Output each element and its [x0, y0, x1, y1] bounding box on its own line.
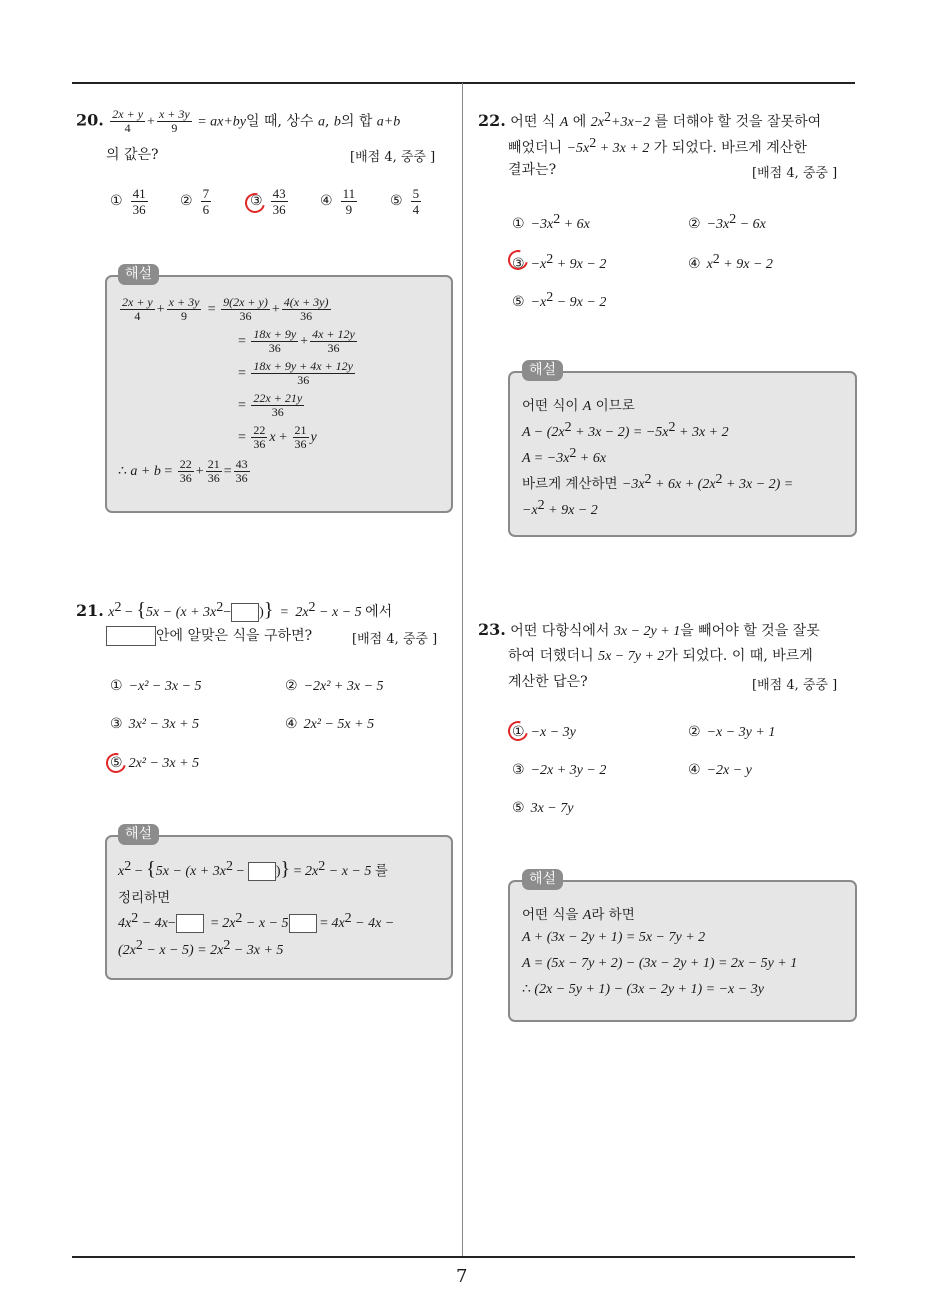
- q22-solution-tag: 해설: [522, 360, 563, 381]
- q21-sol-word: 를: [374, 863, 388, 879]
- q20-choice-4[interactable]: ④ $\frac{11}{9}$: [320, 186, 356, 217]
- q20-number: 20.: [76, 110, 104, 130]
- q22-sol-line5: $-x^2 + 9x - 2$: [522, 498, 598, 518]
- q21-number: 21.: [76, 601, 104, 620]
- q20-solution-tag: 해설: [118, 264, 159, 285]
- q22-line3: 결과는?: [508, 162, 557, 178]
- q23-choice-1[interactable]: ① −x − 3y: [512, 724, 576, 740]
- q20-choice-3[interactable]: ③ $\frac{43}{36}$: [250, 186, 286, 217]
- q20-sol-line1: $\frac{2x + y}{4}$ + $\frac{x + 3y}{9}$ = $\frac{9(2x + y)}{36}$ + $\frac{4(x + 3y)}{36}$: [122, 295, 329, 323]
- q20-frac2: $\frac{x + 3y}{9}$: [158, 107, 190, 135]
- q22-number: 22.: [478, 111, 506, 130]
- q21-line1: 21. $x^2 - \{5x - (x + 3x^2-$ )} = $2x^2 - x - 5$ 에서: [76, 599, 393, 621]
- bottom-rule: [72, 1256, 855, 1258]
- q22-choice-4[interactable]: ④ $x^2 + 9x - 2$: [688, 252, 773, 272]
- q23-choice-3[interactable]: ③ −2x + 3y − 2: [512, 762, 607, 778]
- q20-frac1: $\frac{2x + y}{4}$: [112, 107, 144, 135]
- q20-choice-5[interactable]: ⑤ $\frac{5}{4}$: [390, 186, 420, 217]
- q21-answer-mark: [102, 749, 129, 776]
- q23-line2: 하여 더했더니 5x − 7y + 2가 되었다. 이 때, 바르게: [508, 648, 813, 664]
- q20-text1b: 의 합: [340, 113, 373, 130]
- q20-line2: 의 값은?: [106, 147, 159, 163]
- q21-choice-2[interactable]: ② −2x² + 3x − 5: [285, 678, 384, 694]
- q23-sol-line3: A = (5x − 7y + 2) − (3x − 2y + 1) = 2x − 5y + 1: [522, 956, 798, 971]
- q20-text1: 일 때, 상수: [246, 113, 314, 130]
- q20-sol-line5: = $\frac{22}{36}$ x + $\frac{21}{36}$ y: [238, 423, 317, 451]
- top-rule: [72, 82, 855, 84]
- q21-score: [배점 4, 중중 ]: [352, 632, 438, 647]
- q21-sol-line4: $(2x^2 - x - 5) = 2x^2 - 3x + 5$: [118, 938, 284, 958]
- column-divider: [462, 83, 463, 1258]
- q20-sol-line6: ∴ a + b = $\frac{22}{36}$ + $\frac{21}{36}$ = $\frac{43}{36}$: [118, 457, 248, 485]
- q23-sol-line1: 어떤 식을 A라 하면: [522, 907, 635, 923]
- q21-choice-3[interactable]: ③ 3x² − 3x + 5: [110, 716, 200, 732]
- q21-choice-1[interactable]: ① −x² − 3x − 5: [110, 678, 202, 694]
- q21-line2: [106, 626, 312, 646]
- q23-choice-2[interactable]: ② −x − 3y + 1: [688, 724, 776, 740]
- q22-score: [배점 4, 중중 ]: [752, 166, 838, 181]
- q21-sol-line1: $x^2 - \{5x - (x + 3x^2$ − )} = $2x^2 - x - 5$ 를: [118, 858, 388, 880]
- q23-number: 23.: [478, 620, 506, 639]
- q22-choice-5[interactable]: ⑤ $-x^2 - 9x - 2$: [512, 290, 607, 310]
- q23-solution-box: [508, 880, 857, 1022]
- q21-sol-line2: 정리하면: [118, 890, 171, 906]
- q23-choice-4[interactable]: ④ −2x − y: [688, 762, 752, 778]
- q21-blank: [106, 626, 156, 646]
- q20-line1: 20. $\frac{2x + y}{4}$ + $\frac{x + 3y}{9}$ = ax+by일 때, 상수 a, b의 합 a+b: [76, 107, 401, 135]
- q21-sol-line3: $4x^2 - 4x- = 2x^2 - x - 5 = 4x^2 - 4x$ −: [118, 911, 395, 931]
- page-number: 7: [456, 1266, 468, 1287]
- q20-sol-line3: = $\frac{18x + 9y + 4x + 12y}{36}$: [238, 359, 354, 387]
- q23-line1: 23. 어떤 다항식에서 3x − 2y + 1을 빼어야 할 것을 잘못: [478, 620, 820, 639]
- q23-sol-line2: A + (3x − 2y + 1) = 5x − 7y + 2: [522, 930, 706, 945]
- q21-text1: 에서: [365, 604, 393, 620]
- q23-solution-tag: 해설: [522, 869, 563, 890]
- q21-solution-tag: 해설: [118, 824, 159, 845]
- q22-choice-3[interactable]: ③ $-x^2 + 9x - 2$: [512, 252, 607, 272]
- q20-score: [배점 4, 중중 ]: [350, 150, 436, 165]
- q22-sol-line4: 바르게 계산하면 $-3x^2 + 6x + (2x^2 + 3x - 2)$ =: [522, 472, 794, 492]
- q22-choice-1[interactable]: ① $-3x^2 + 6x$: [512, 212, 590, 232]
- q23-choice-5[interactable]: ⑤ 3x − 7y: [512, 800, 574, 816]
- q22-line1: 22. 어떤 식 A 에 $2x^2+3x-2$ 를 더해야 할 것을 잘못하여: [478, 110, 822, 130]
- q21-choice-4[interactable]: ④ 2x² − 5x + 5: [285, 716, 375, 732]
- q21-text2: 안에 알맞은 식을 구하면?: [156, 628, 313, 644]
- q22-line2: 빼었더니 $-5x^2 + 3x + 2$ 가 되었다. 바르게 계산한: [508, 136, 807, 156]
- q20-choice-1[interactable]: ① $\frac{41}{36}$: [110, 186, 146, 217]
- q23-sol-line4: ∴ (2x − 5y + 1) − (3x − 2y + 1) = −x − 3y: [522, 982, 764, 997]
- q20-sol-line2: = $\frac{18x + 9y}{36}$ + $\frac{4x + 12y}{36}$: [238, 327, 355, 355]
- q20-sol-line4: = $\frac{22x + 21y}{36}$: [238, 391, 303, 419]
- q22-sol-line1: 어떤 식이 A 이므로: [522, 398, 635, 414]
- q23-line3: 계산한 답은?: [508, 674, 588, 690]
- q22-sol-line2: $A - (2x^2 + 3x - 2) = -5x^2 + 3x + 2$: [522, 420, 729, 440]
- q23-score: [배점 4, 중중 ]: [752, 678, 838, 693]
- q21-choice-5[interactable]: ⑤ 2x² − 3x + 5: [110, 755, 200, 771]
- q22-choice-2[interactable]: ② $-3x^2 - 6x$: [688, 212, 766, 232]
- q22-sol-line3: $A = -3x^2 + 6x$: [522, 446, 607, 466]
- q20-choice-2[interactable]: ② $\frac{7}{6}$: [180, 186, 210, 217]
